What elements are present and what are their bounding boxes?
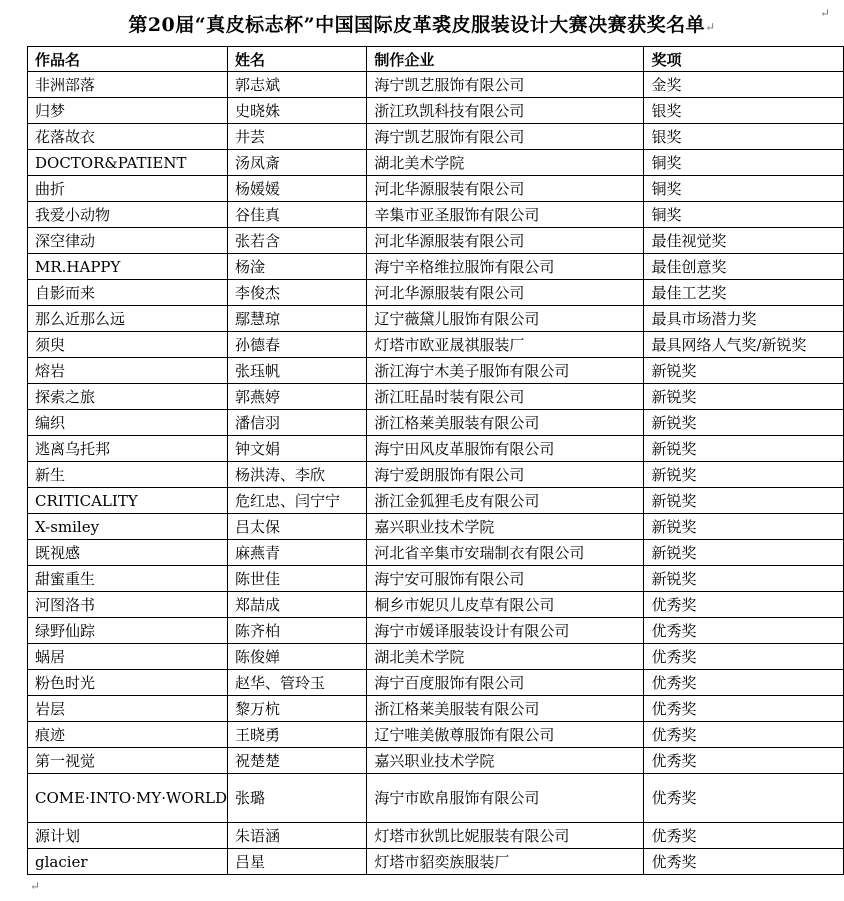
paragraph-mark-icon: ↵	[819, 6, 830, 20]
award-cell: 银奖	[644, 98, 844, 124]
document-title	[0, 10, 844, 37]
table-row	[28, 644, 844, 670]
person-name-cell: 杨媛媛	[228, 176, 367, 202]
person-name-cell: 黎万杭	[228, 696, 367, 722]
person-name-cell: 井芸	[228, 124, 367, 150]
person-name-cell: 吕太保	[228, 514, 367, 540]
work-name-cell: 岩层	[28, 696, 228, 722]
person-name-cell: 潘信羽	[228, 410, 367, 436]
company-cell: 海宁田风皮革服饰有限公司	[367, 436, 644, 462]
table-row	[28, 540, 844, 566]
work-name-cell: X-smiley	[28, 514, 228, 540]
award-cell: 优秀奖	[644, 670, 844, 696]
award-cell: 银奖	[644, 124, 844, 150]
award-cell: 新锐奖	[644, 462, 844, 488]
table-row	[28, 306, 844, 332]
work-name-cell: 须臾	[28, 332, 228, 358]
company-cell: 海宁安可服饰有限公司	[367, 566, 644, 592]
table-row	[28, 670, 844, 696]
award-cell: 金奖	[644, 72, 844, 98]
table-row	[28, 696, 844, 722]
company-cell: 海宁爱朗服饰有限公司	[367, 462, 644, 488]
table-row	[28, 254, 844, 280]
award-table-body	[28, 72, 844, 875]
person-name-cell: 郭志斌	[228, 72, 367, 98]
table-row	[28, 384, 844, 410]
paragraph-mark-icon: ↵	[705, 20, 716, 34]
award-cell: 优秀奖	[644, 823, 844, 849]
table-row	[28, 280, 844, 306]
award-cell: 铜奖	[644, 176, 844, 202]
company-cell: 海宁凯艺服饰有限公司	[367, 124, 644, 150]
award-cell: 新锐奖	[644, 410, 844, 436]
award-cell: 新锐奖	[644, 384, 844, 410]
company-cell: 灯塔市狄凯比妮服装有限公司	[367, 823, 644, 849]
company-cell: 海宁辛格维拉服饰有限公司	[367, 254, 644, 280]
person-name-cell: 张若含	[228, 228, 367, 254]
person-name-cell: 陈世佳	[228, 566, 367, 592]
award-cell: 优秀奖	[644, 748, 844, 774]
work-name-cell: MR.HAPPY	[28, 254, 228, 280]
award-cell: 新锐奖	[644, 514, 844, 540]
person-name-cell: 谷佳真	[228, 202, 367, 228]
title-text: 第20届“真皮标志杯”中国国际皮革裘皮服装设计大赛决赛获奖名单	[128, 14, 706, 36]
award-cell: 新锐奖	[644, 566, 844, 592]
person-name-cell: 郑喆成	[228, 592, 367, 618]
work-name-cell: 河图洛书	[28, 592, 228, 618]
award-cell: 优秀奖	[644, 722, 844, 748]
work-name-cell: 粉色时光	[28, 670, 228, 696]
person-name-cell: 杨淦	[228, 254, 367, 280]
company-cell: 嘉兴职业技术学院	[367, 748, 644, 774]
company-cell: 辛集市亚圣服饰有限公司	[367, 202, 644, 228]
work-name-cell: 那么近那么远	[28, 306, 228, 332]
table-row	[28, 98, 844, 124]
table-row	[28, 410, 844, 436]
person-name-cell: 郭燕婷	[228, 384, 367, 410]
header-work-name: 作品名	[28, 47, 228, 72]
header-person-name: 姓名	[228, 47, 367, 72]
person-name-cell: 张珏帆	[228, 358, 367, 384]
award-cell: 优秀奖	[644, 592, 844, 618]
table-row	[28, 176, 844, 202]
header-company: 制作企业	[367, 47, 644, 72]
table-row	[28, 618, 844, 644]
work-name-cell: 曲折	[28, 176, 228, 202]
table-row	[28, 202, 844, 228]
award-cell: 新锐奖	[644, 358, 844, 384]
person-name-cell: 杨洪涛、李欣	[228, 462, 367, 488]
company-cell: 海宁市媛译服装设计有限公司	[367, 618, 644, 644]
company-cell: 海宁市欧帛服饰有限公司	[367, 774, 644, 823]
table-row	[28, 748, 844, 774]
person-name-cell: 王晓勇	[228, 722, 367, 748]
table-row	[28, 514, 844, 540]
person-name-cell: 汤凤斎	[228, 150, 367, 176]
company-cell: 湖北美术学院	[367, 644, 644, 670]
work-name-cell: 既视感	[28, 540, 228, 566]
work-name-cell: 深空律动	[28, 228, 228, 254]
person-name-cell: 麻燕青	[228, 540, 367, 566]
company-cell: 浙江格莱美服装有限公司	[367, 696, 644, 722]
table-row	[28, 849, 844, 875]
person-name-cell: 鄢慧琼	[228, 306, 367, 332]
work-name-cell: 甜蜜重生	[28, 566, 228, 592]
company-cell: 浙江金狐狸毛皮有限公司	[367, 488, 644, 514]
work-name-cell: 探索之旅	[28, 384, 228, 410]
table-row	[28, 488, 844, 514]
header-award: 奖项	[644, 47, 844, 72]
work-name-cell: 绿野仙踪	[28, 618, 228, 644]
work-name-cell: DOCTOR&PATIENT	[28, 150, 228, 176]
work-name-cell: 第一视觉	[28, 748, 228, 774]
person-name-cell: 李俊杰	[228, 280, 367, 306]
award-cell: 优秀奖	[644, 774, 844, 823]
award-table	[27, 46, 844, 875]
company-cell: 灯塔市貂奕族服装厂	[367, 849, 644, 875]
work-name-cell: 熔岩	[28, 358, 228, 384]
table-row	[28, 566, 844, 592]
company-cell: 海宁凯艺服饰有限公司	[367, 72, 644, 98]
award-cell: 最佳工艺奖	[644, 280, 844, 306]
table-row	[28, 228, 844, 254]
award-cell: 最具市场潜力奖	[644, 306, 844, 332]
table-row	[28, 72, 844, 98]
person-name-cell: 陈齐柏	[228, 618, 367, 644]
work-name-cell: COME·INTO·MY·WORLD	[28, 774, 228, 823]
table-row	[28, 150, 844, 176]
work-name-cell: 花落故衣	[28, 124, 228, 150]
person-name-cell: 孙德春	[228, 332, 367, 358]
company-cell: 河北华源服装有限公司	[367, 176, 644, 202]
award-cell: 优秀奖	[644, 849, 844, 875]
work-name-cell: 逃离乌托邦	[28, 436, 228, 462]
work-name-cell: 蜗居	[28, 644, 228, 670]
award-cell: 新锐奖	[644, 436, 844, 462]
company-cell: 海宁百度服饰有限公司	[367, 670, 644, 696]
table-row	[28, 124, 844, 150]
paragraph-mark-icon: ↵	[30, 879, 41, 893]
award-cell: 铜奖	[644, 202, 844, 228]
table-row	[28, 462, 844, 488]
company-cell: 浙江旺晶时装有限公司	[367, 384, 644, 410]
table-row	[28, 332, 844, 358]
work-name-cell: 痕迹	[28, 722, 228, 748]
award-cell: 最具网络人气奖/新锐奖	[644, 332, 844, 358]
table-header-row	[28, 47, 844, 72]
award-cell: 优秀奖	[644, 618, 844, 644]
work-name-cell: glacier	[28, 849, 228, 875]
person-name-cell: 朱语涵	[228, 823, 367, 849]
award-cell: 铜奖	[644, 150, 844, 176]
work-name-cell: 归梦	[28, 98, 228, 124]
person-name-cell: 史晓姝	[228, 98, 367, 124]
table-row	[28, 592, 844, 618]
company-cell: 河北华源服装有限公司	[367, 280, 644, 306]
company-cell: 桐乡市妮贝儿皮草有限公司	[367, 592, 644, 618]
company-cell: 辽宁唯美傲尊服饰有限公司	[367, 722, 644, 748]
work-name-cell: 我爱小动物	[28, 202, 228, 228]
work-name-cell: CRITICALITY	[28, 488, 228, 514]
company-cell: 浙江格莱美服装有限公司	[367, 410, 644, 436]
award-cell: 最佳视觉奖	[644, 228, 844, 254]
award-cell: 最佳创意奖	[644, 254, 844, 280]
award-cell: 优秀奖	[644, 644, 844, 670]
company-cell: 湖北美术学院	[367, 150, 644, 176]
person-name-cell: 赵华、管玲玉	[228, 670, 367, 696]
award-cell: 优秀奖	[644, 696, 844, 722]
company-cell: 河北省辛集市安瑞制衣有限公司	[367, 540, 644, 566]
company-cell: 灯塔市欧亚晟祺服装厂	[367, 332, 644, 358]
award-cell: 新锐奖	[644, 488, 844, 514]
table-row	[28, 436, 844, 462]
table-row	[28, 722, 844, 748]
work-name-cell: 自影而来	[28, 280, 228, 306]
person-name-cell: 祝楚楚	[228, 748, 367, 774]
person-name-cell: 张璐	[228, 774, 367, 823]
work-name-cell: 源计划	[28, 823, 228, 849]
company-cell: 嘉兴职业技术学院	[367, 514, 644, 540]
table-row	[28, 823, 844, 849]
award-cell: 新锐奖	[644, 540, 844, 566]
work-name-cell: 新生	[28, 462, 228, 488]
work-name-cell: 非洲部落	[28, 72, 228, 98]
person-name-cell: 钟文娟	[228, 436, 367, 462]
person-name-cell: 陈俊婵	[228, 644, 367, 670]
table-row	[28, 774, 844, 823]
person-name-cell: 吕星	[228, 849, 367, 875]
person-name-cell: 危红忠、闫宁宁	[228, 488, 367, 514]
company-cell: 浙江玖凯科技有限公司	[367, 98, 644, 124]
work-name-cell: 编织	[28, 410, 228, 436]
company-cell: 辽宁薇黛儿服饰有限公司	[367, 306, 644, 332]
company-cell: 河北华源服装有限公司	[367, 228, 644, 254]
company-cell: 浙江海宁木美子服饰有限公司	[367, 358, 644, 384]
table-row	[28, 358, 844, 384]
